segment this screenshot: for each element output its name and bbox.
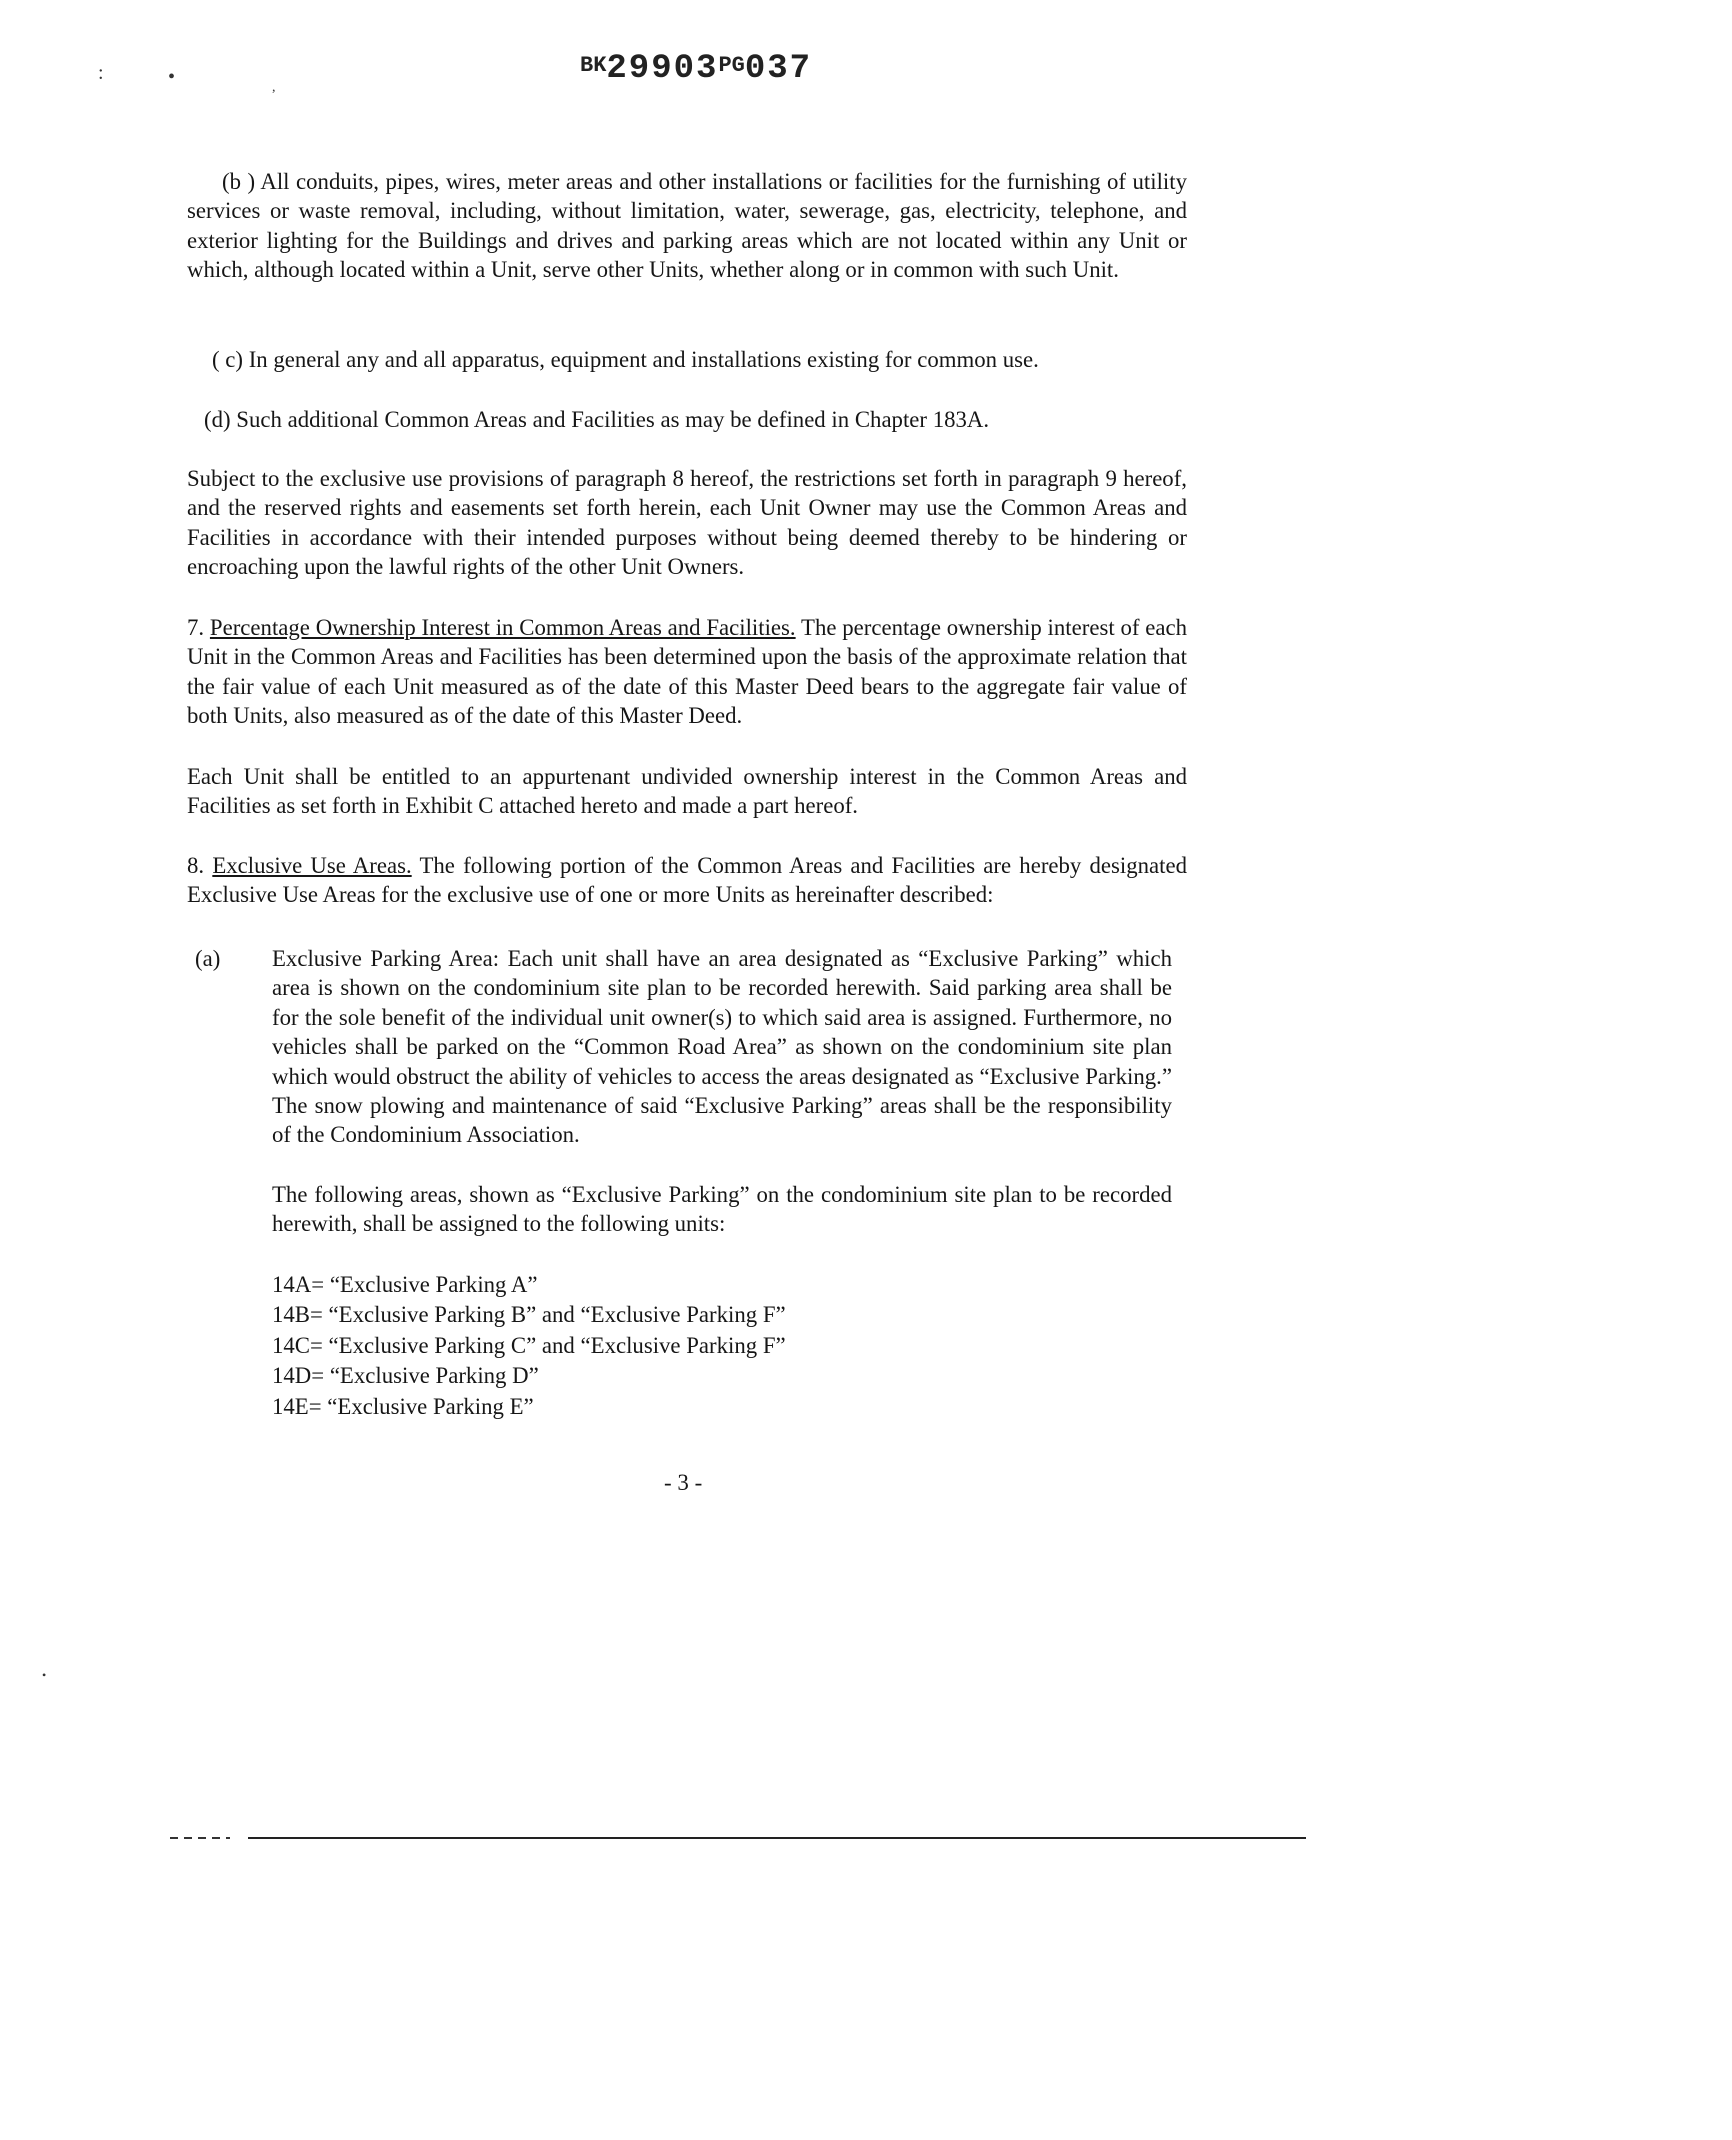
scan-speck: •	[42, 1668, 47, 1682]
assignment-item: 14E= “Exclusive Parking E”	[272, 1393, 534, 1419]
bottom-rule-dashed	[170, 1837, 230, 1839]
page-number-stamp: 037	[744, 50, 813, 88]
paragraph-each-unit: Each Unit shall be entitled to an appurtenant undivided ownership interest in the Common Areas and Facilities as set forth in Exhibit C attached hereto and made a part hereof.	[187, 764, 1187, 819]
bottom-rule	[248, 1837, 1306, 1839]
section-7	[187, 613, 1187, 731]
scan-speck: :	[98, 62, 104, 84]
scan-speck: •	[168, 66, 176, 88]
section-8-number: 8.	[187, 853, 205, 878]
book-page-stamp	[580, 50, 812, 88]
book-number: 29903	[606, 50, 719, 88]
section-8-body: The following portion of the Common Areas and Facilities are hereby designated Exclusive Use Areas for the exclusive use of one or more Units as hereinafter described:	[187, 853, 1188, 908]
assignment-item: 14A= “Exclusive Parking A”	[272, 1272, 538, 1297]
assignment-item: 14B= “Exclusive Parking B” and “Exclusive Parking F”	[272, 1302, 786, 1328]
paragraph-subject: Subject to the exclusive use provisions of paragraph 8 hereof, the restrictions set forth in paragraph 9 hereof, and the reserved rights and easements set forth herein, each Unit Owner may use the Common Areas and Facilities in accordance with their intended purposes without being deemed thereby to be hindering or encroaching upon the lawful rights of the other Unit Owners.	[187, 466, 1187, 580]
paragraph-d: (d) Such additional Common Areas and Facilities as may be defined in Chapter 183A.	[204, 407, 990, 432]
section-7-number: 7.	[187, 615, 205, 640]
paragraph-c: ( c) In general any and all apparatus, equipment and installations existing for common use.	[212, 347, 1039, 372]
assignment-item: 14D= “Exclusive Parking D”	[272, 1363, 539, 1389]
stamp-prefix: BK	[580, 53, 607, 78]
section-8	[187, 851, 1187, 910]
paragraph-a-label: (a)	[195, 946, 221, 971]
section-8-heading: Exclusive Use Areas.	[212, 853, 412, 878]
section-7-body: The percentage ownership interest of each Unit in the Common Areas and Facilities has been determined upon the basis of the approximate relation that the fair value of each Unit measured as of the date of this Master Deed bears to the aggregate fair value of both Units, also measured as of the date of this Master Deed.	[187, 615, 1187, 729]
stamp-page-prefix: PG	[718, 53, 745, 78]
scan-speck: ,	[272, 80, 276, 95]
paragraph-following: The following areas, shown as “Exclusive Parking” on the condominium site plan to be recorded herewith, shall be assigned to the following units:	[272, 1182, 1172, 1237]
paragraph-a-body: Exclusive Parking Area: Each unit shall have an area designated as “Exclusive Parking” which area is shown on the condominium site plan to be recorded herewith. Said parking area shall be for the sole benefit of the individual unit owner(s) to which said area is assigned. Furthermore, no vehicles shall be parked on the “Common Road Area” as shown on the condominium site plan which would obstruct the ability of vehicles to access the areas designated as “Exclusive Parking.” The snow plowing and maintenance of said “Exclusive Parking” areas shall be the responsibility of the Condominium Association.	[272, 946, 1172, 1148]
paragraph-b: (b ) All conduits, pipes, wires, meter areas and other installations or facilities for the furnishing of utility services or waste removal, including, without limitation, water, sewerage, gas, electricity, telephone, and exterior lighting for the Buildings and drives and parking areas which are not located within any Unit or which, although located within a Unit, serve other Units, whether along or in common with such Unit.	[187, 169, 1187, 283]
parking-assignments	[272, 1270, 786, 1422]
section-7-heading: Percentage Ownership Interest in Common Areas and Facilities.	[209, 615, 796, 640]
page-number: - 3 -	[664, 1470, 703, 1495]
assignment-item: 14C= “Exclusive Parking C” and “Exclusive Parking F”	[272, 1332, 786, 1358]
